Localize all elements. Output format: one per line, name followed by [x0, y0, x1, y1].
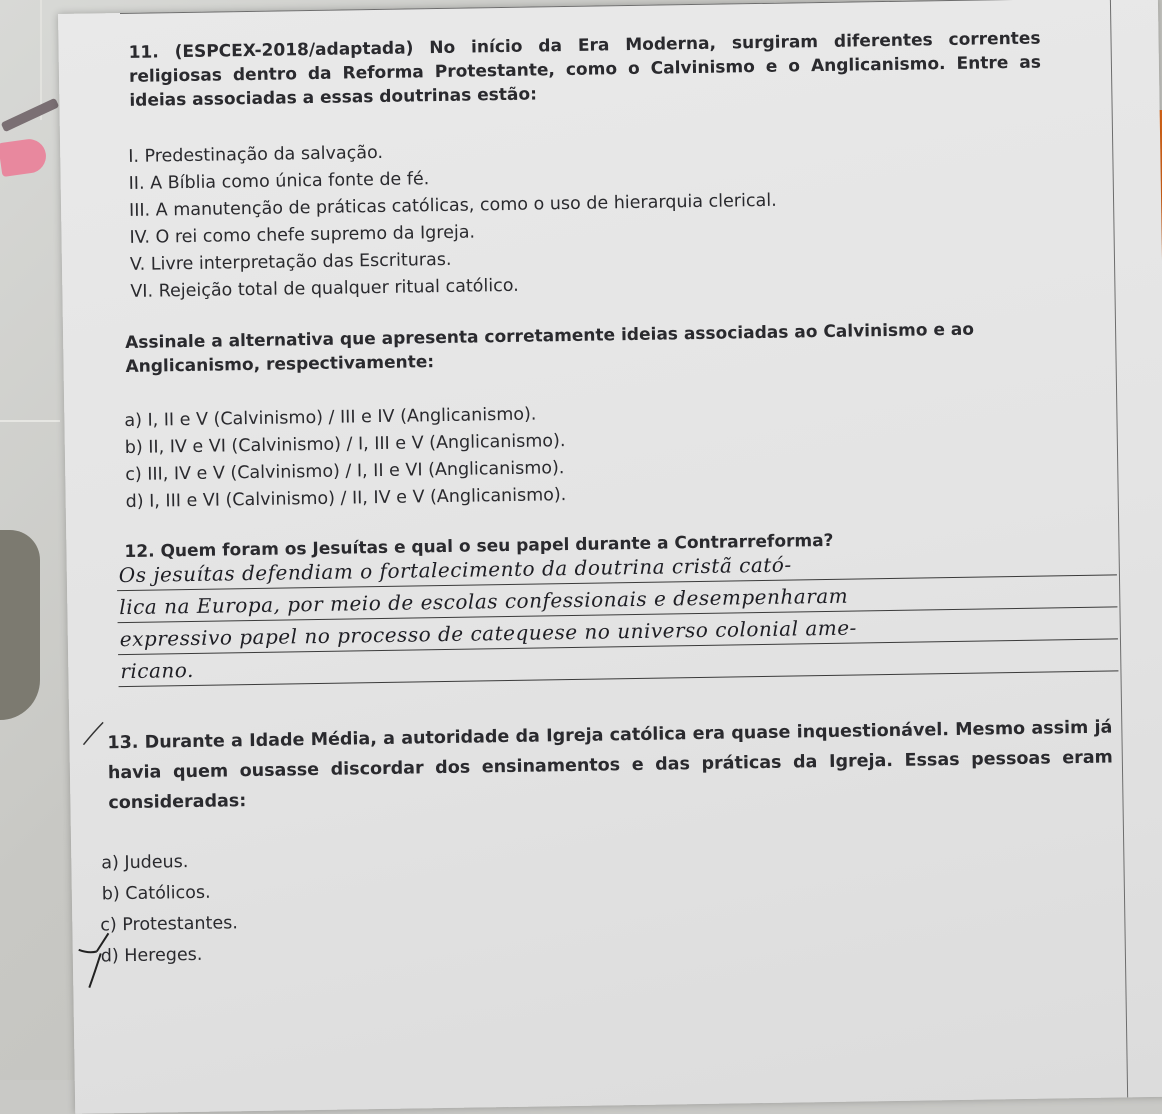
answer-line — [119, 670, 1119, 687]
q11-item: VI. Rejeição total de qualquer ritual católico. — [130, 275, 519, 302]
q11-item: III. A manutenção de práticas católicas, como o uso de hierarquia clerical. — [128, 190, 777, 221]
handwritten-answer: lica na Europa, por meio de escolas confessionais e desempenharam — [119, 583, 849, 620]
q11-option: c) III, IV e V (Calvinismo) / I, II e VI (Anglicanismo). — [125, 458, 565, 485]
q11-item: IV. O rei como chefe supremo da Igreja. — [129, 222, 476, 248]
frame-right — [1110, 0, 1128, 1097]
q11-option: b) II, IV e VI (Calvinismo) / I, III e V (Anglicanismo). — [124, 431, 566, 459]
q13-option: c) Protestantes. — [100, 913, 238, 936]
check-mark-icon — [74, 931, 145, 992]
q11-item: V. Livre interpretação das Escrituras. — [129, 249, 452, 275]
q11-option: a) I, II e V (Calvinismo) / III e IV (Anglicanismo). — [124, 404, 537, 432]
q13-option: a) Judeus. — [101, 852, 189, 874]
worksheet-paper — [58, 0, 1162, 1114]
q12-stem: 12. Quem foram os Jesuítas e qual o seu papel durante a Contrarreforma? — [124, 530, 834, 563]
q11-item: II. A Bíblia como única fonte de fé. — [128, 169, 430, 194]
q11-stem: 11. (ESPCEX-2018/adaptada) No início da Era Moderna, surgiram diferentes correntes religiosas dentro da Reforma Protestante, como o Calvinismo e o Anglicanismo. Entre as ideias associadas a essas doutrinas estão: — [128, 28, 1042, 111]
pen-mark-icon — [79, 718, 109, 748]
q11-prompt: Assinale a alternativa que apresenta corretamente ideias associadas ao Calvinismo e ao Anglicanismo, respectivamente: — [125, 319, 975, 377]
q11-option: d) I, III e VI (Calvinismo) / II, IV e V (Anglicanismo). — [125, 485, 567, 512]
handwritten-answer: Os jesuítas defendiam o fortalecimento da doutrina cristã cató- — [118, 552, 792, 588]
handwritten-answer: expressivo papel no processo de catequese no universo colonial ame- — [119, 615, 858, 652]
tile-grout — [40, 0, 42, 120]
q11-item: I. Predestinação da salvação. — [128, 142, 384, 167]
q13-option: b) Católicos. — [101, 882, 211, 905]
tile-grout — [0, 420, 60, 422]
q13-stem: 13. Durante a Idade Média, a autoridade da Igreja católica era quase inquestionável. Mesmo assim já havia quem ousasse discordar dos ensinamentos e das práticas da Igreja. Essas pessoas eram consideradas: — [107, 717, 1113, 814]
dark-object — [0, 530, 40, 720]
handwritten-answer: ricano. — [120, 657, 195, 684]
q13-option: d) Hereges. — [100, 944, 203, 967]
